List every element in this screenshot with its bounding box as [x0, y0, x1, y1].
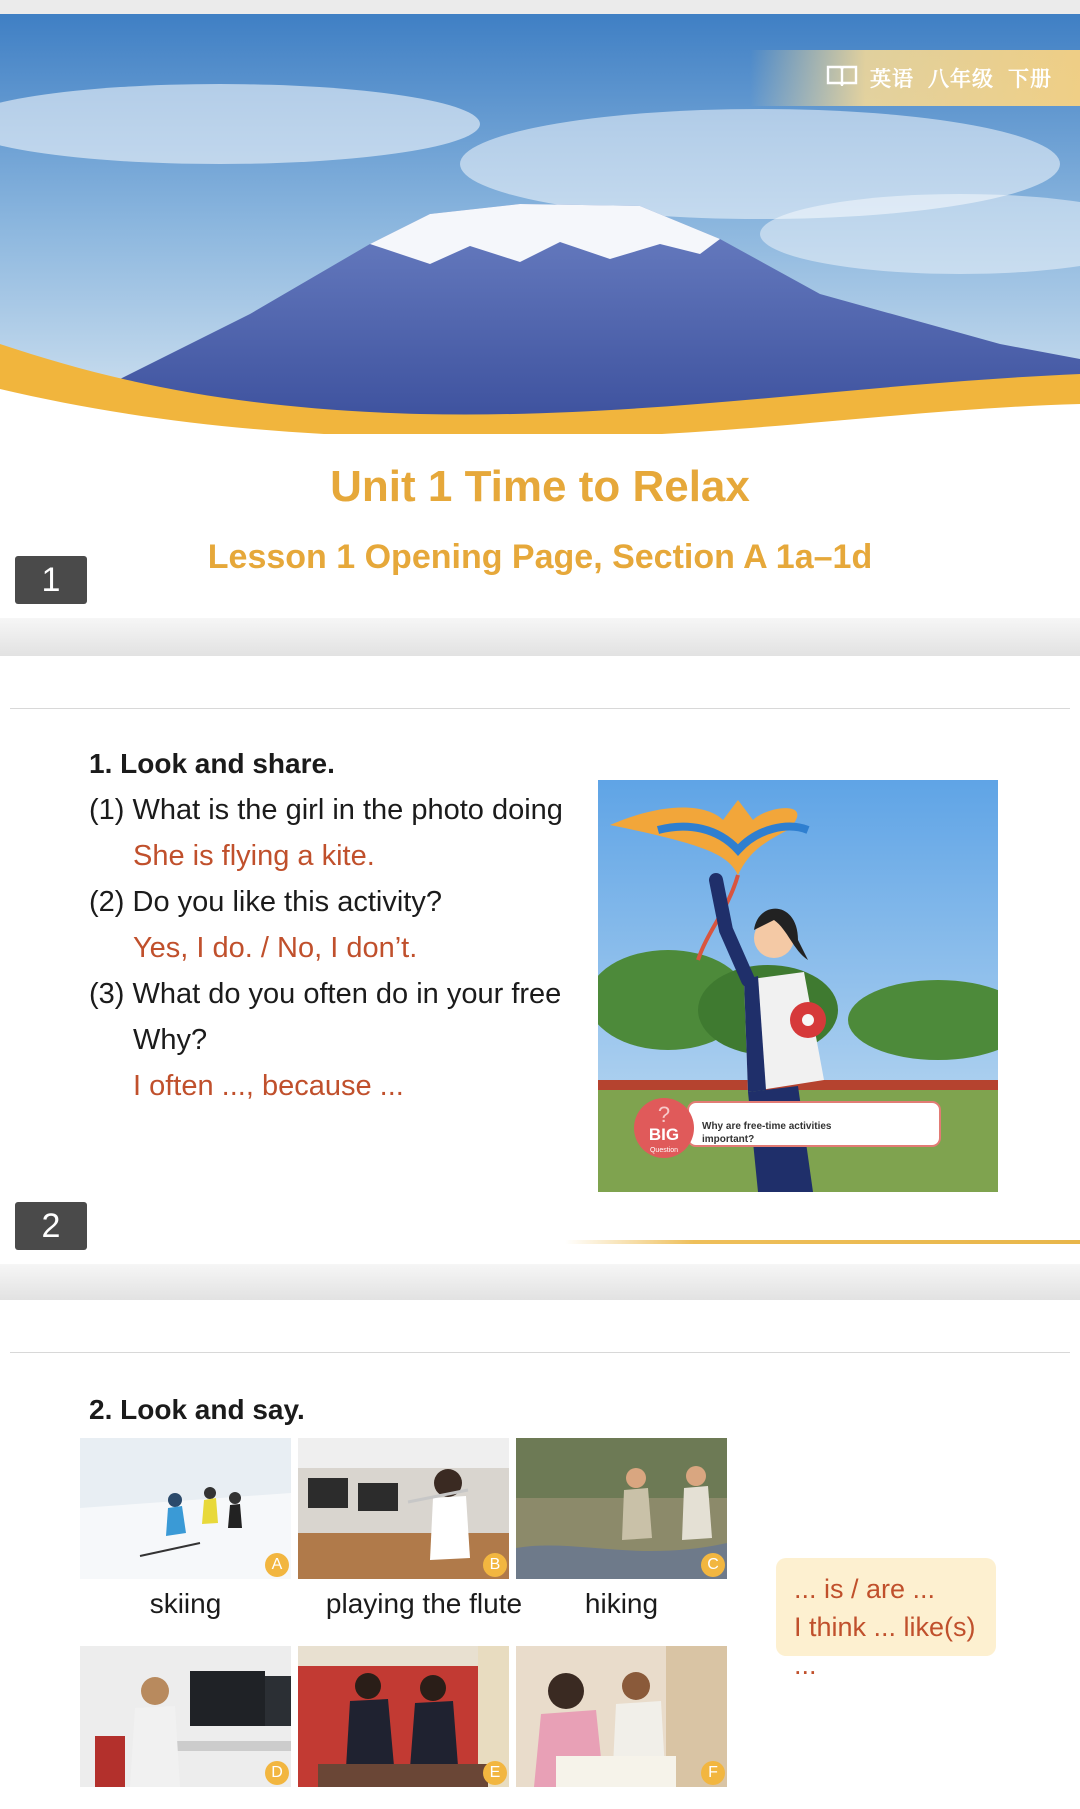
question-2: (2) Do you like this activity?: [89, 886, 442, 918]
divider: [10, 1352, 1070, 1353]
caption-flute: playing the flute: [325, 1588, 523, 1619]
photo-painting: [516, 1646, 727, 1787]
photo-letter-e: E: [483, 1761, 507, 1785]
activity-heading: 1. Look and share.: [89, 748, 335, 779]
photo-letter-d: D: [265, 1761, 289, 1785]
question-3: (3) What do you often do in your free: [89, 978, 562, 1010]
slide-3: [0, 1300, 1080, 1809]
photo-letter-c: C: [701, 1553, 725, 1577]
svg-text:?: ?: [657, 1102, 671, 1127]
textbook-tag: [750, 50, 1080, 106]
activity-heading: 2. Look and say.: [89, 1394, 305, 1425]
page-number-badge: 2: [15, 1202, 87, 1250]
divider: [10, 708, 1070, 709]
kite-girl-photo: [598, 780, 998, 1192]
photo-crafts: [298, 1646, 509, 1787]
big-label: BIG: [648, 1125, 680, 1144]
page-number-badge: 1: [15, 556, 87, 604]
grade-label: 八年级: [928, 68, 994, 91]
sentence-frame-box: [776, 1558, 996, 1680]
photo-hiking: [516, 1438, 727, 1579]
question-label: Question: [649, 1147, 679, 1154]
volume-label: 下册: [1008, 68, 1052, 91]
answer-1: She is flying a kite.: [133, 840, 375, 872]
big-question-text: Why are free-time activities important?: [702, 1121, 832, 1145]
photo-flute: [298, 1438, 509, 1579]
slide-gap: [0, 1264, 1080, 1300]
photo-letter-a: A: [265, 1553, 289, 1577]
caption-hiking: hiking: [584, 1588, 659, 1619]
photo-letter-f: F: [701, 1761, 725, 1785]
photo-skiing: [80, 1438, 291, 1579]
answer-2: Yes, I do. / No, I don’t.: [133, 932, 418, 964]
subject-label: 英语: [870, 68, 914, 91]
sentence-frame-1: ... is / are ...: [794, 1574, 936, 1604]
question-3-continuation: Why?: [133, 1024, 208, 1056]
photo-computer: [80, 1646, 291, 1787]
answer-3: I often ..., because ...: [133, 1070, 404, 1102]
lesson-title: Lesson 1 Opening Page, Section A 1a–1d: [207, 538, 873, 576]
sentence-frame-2: I think ... like(s) ...: [794, 1612, 976, 1680]
question-1: (1) What is the girl in the photo doing: [89, 794, 563, 826]
decorative-gold-line: [565, 1240, 1080, 1244]
unit-title: Unit 1 Time to Relax: [330, 462, 750, 511]
caption-skiing: skiing: [149, 1588, 222, 1619]
slide-1: [0, 14, 1080, 618]
photo-letter-b: B: [483, 1553, 507, 1577]
slide-gap: [0, 618, 1080, 656]
book-icon: [826, 64, 858, 92]
slide-2: [0, 656, 1080, 1264]
